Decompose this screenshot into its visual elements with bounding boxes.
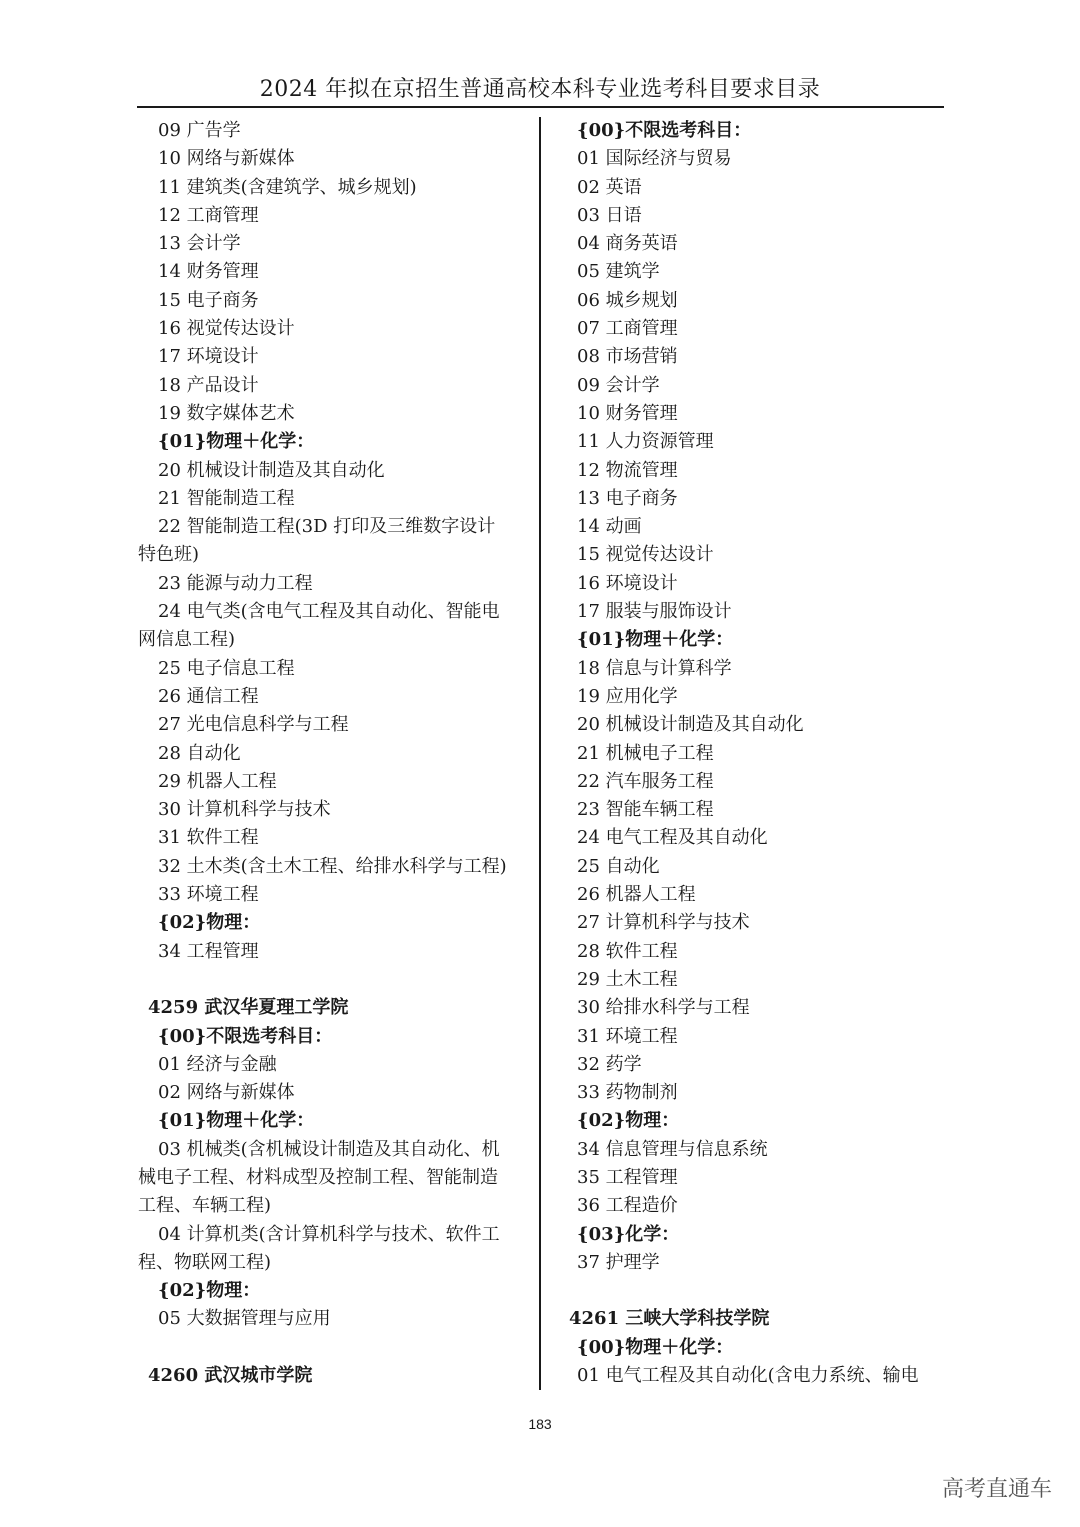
major-entry: 30 给排水科学与工程 xyxy=(577,997,750,1019)
major-entry: 21 智能制造工程 xyxy=(158,487,295,509)
column-divider xyxy=(539,117,541,1390)
major-entry: 33 环境工程 xyxy=(158,884,259,906)
major-entry: 07 工商管理 xyxy=(577,318,678,340)
major-entry: 09 广告学 xyxy=(158,120,241,141)
left-column xyxy=(138,117,522,1390)
college-heading: 4261 三峡大学科技学院 xyxy=(569,1308,770,1330)
subject-requirement-heading: {00}不限选考科目： xyxy=(158,1025,333,1047)
major-entry: 32 土木类(含土木工程、给排水科学与工程) xyxy=(158,855,507,877)
major-entry: 29 机器人工程 xyxy=(158,770,277,792)
title-rule xyxy=(137,106,944,108)
major-entry: 10 网络与新媒体 xyxy=(158,148,295,170)
major-entry: 13 会计学 xyxy=(158,233,241,255)
major-entry: 17 服装与服饰设计 xyxy=(577,601,732,623)
subject-requirement-heading: {02}物理： xyxy=(577,1110,680,1132)
major-entry: 14 动画 xyxy=(577,516,642,538)
major-entry-continuation: 械电子工程、材料成型及控制工程、智能制造 xyxy=(138,1166,498,1188)
major-entry: 31 环境工程 xyxy=(577,1025,678,1047)
college-heading: 4259 武汉华夏理工学院 xyxy=(148,997,349,1019)
major-entry: 12 工商管理 xyxy=(158,204,259,226)
watermark: 高考直通车 xyxy=(941,1476,1052,1501)
major-entry: 03 日语 xyxy=(577,204,642,226)
major-entry: 02 网络与新媒体 xyxy=(158,1082,295,1104)
major-entry: 01 电气工程及其自动化(含电力系统、输电 xyxy=(577,1365,919,1387)
major-entry: 28 软件工程 xyxy=(577,940,678,962)
major-entry: 23 智能车辆工程 xyxy=(577,799,714,821)
major-entry: 11 人力资源管理 xyxy=(577,431,714,453)
major-entry: 27 光电信息科学与工程 xyxy=(158,714,349,736)
major-entry: 13 电子商务 xyxy=(577,487,678,509)
major-entry: 02 英语 xyxy=(577,176,642,198)
major-entry: 33 药物制剂 xyxy=(577,1082,678,1104)
major-entry: 01 国际经济与贸易 xyxy=(577,148,732,170)
subject-requirement-heading: {00}不限选考科目： xyxy=(577,120,752,141)
major-entry: 18 信息与计算科学 xyxy=(577,657,732,679)
page-number: 183 xyxy=(528,1416,552,1432)
major-entry: 32 药学 xyxy=(577,1053,642,1075)
spacer xyxy=(138,966,522,994)
major-entry-continuation: 工程、车辆工程) xyxy=(138,1195,272,1217)
major-entry: 17 环境设计 xyxy=(158,346,259,368)
major-entry: 26 机器人工程 xyxy=(577,884,696,906)
major-entry: 10 财务管理 xyxy=(577,402,678,424)
major-entry: 30 计算机科学与技术 xyxy=(158,799,331,821)
major-entry: 24 电气类(含电气工程及其自动化、智能电 xyxy=(158,601,500,623)
major-entry: 20 机械设计制造及其自动化 xyxy=(158,459,385,481)
major-entry: 34 信息管理与信息系统 xyxy=(577,1138,768,1160)
spacer xyxy=(138,1334,522,1362)
major-entry: 35 工程管理 xyxy=(577,1166,678,1188)
subject-requirement-heading: {03}化学： xyxy=(577,1223,680,1245)
college-heading: 4260 武汉城市学院 xyxy=(148,1365,313,1387)
major-entry: 28 自动化 xyxy=(158,742,241,764)
major-entry: 29 土木工程 xyxy=(577,968,678,990)
major-entry: 16 环境设计 xyxy=(577,572,678,594)
major-entry: 23 能源与动力工程 xyxy=(158,572,313,594)
page-title: 2024 年拟在京招生普通高校本科专业选考科目要求目录 xyxy=(259,77,821,102)
major-entry: 19 应用化学 xyxy=(577,685,678,707)
major-entry: 08 市场营销 xyxy=(577,346,678,368)
major-entry: 04 计算机类(含计算机科学与技术、软件工 xyxy=(158,1223,500,1245)
major-entry: 04 商务英语 xyxy=(577,233,678,255)
major-entry: 21 机械电子工程 xyxy=(577,742,714,764)
major-entry: 01 经济与金融 xyxy=(158,1053,277,1075)
major-entry: 31 软件工程 xyxy=(158,827,259,849)
major-entry: 20 机械设计制造及其自动化 xyxy=(577,714,804,736)
subject-requirement-heading: {01}物理＋化学： xyxy=(158,1110,315,1132)
major-entry-continuation: 程、物联网工程) xyxy=(138,1251,272,1273)
right-column xyxy=(561,117,943,1390)
major-entry: 15 视觉传达设计 xyxy=(577,544,714,566)
major-entry: 24 电气工程及其自动化 xyxy=(577,827,768,849)
major-entry: 25 电子信息工程 xyxy=(158,657,295,679)
major-entry: 34 工程管理 xyxy=(158,940,259,962)
subject-requirement-heading: {01}物理＋化学： xyxy=(577,629,734,651)
major-entry: 15 电子商务 xyxy=(158,289,259,311)
subject-requirement-heading: {02}物理： xyxy=(158,1280,261,1302)
major-entry: 36 工程造价 xyxy=(577,1195,678,1217)
major-entry: 19 数字媒体艺术 xyxy=(158,402,295,424)
major-entry: 22 汽车服务工程 xyxy=(577,770,714,792)
major-entry: 11 建筑类(含建筑学、城乡规划) xyxy=(158,176,417,198)
major-entry: 18 产品设计 xyxy=(158,374,259,396)
major-entry: 26 通信工程 xyxy=(158,685,259,707)
subject-requirement-heading: {02}物理： xyxy=(158,912,261,934)
major-entry: 37 护理学 xyxy=(577,1251,660,1273)
major-entry: 05 大数据管理与应用 xyxy=(158,1308,331,1330)
major-entry: 27 计算机科学与技术 xyxy=(577,912,750,934)
major-entry: 16 视觉传达设计 xyxy=(158,318,295,340)
major-entry: 14 财务管理 xyxy=(158,261,259,283)
subject-requirement-heading: {01}物理＋化学： xyxy=(158,431,315,453)
major-entry: 09 会计学 xyxy=(577,374,660,396)
major-entry: 12 物流管理 xyxy=(577,459,678,481)
major-entry: 03 机械类(含机械设计制造及其自动化、机 xyxy=(158,1138,500,1160)
major-entry: 25 自动化 xyxy=(577,855,660,877)
major-entry-continuation: 特色班) xyxy=(138,544,200,566)
major-entry: 06 城乡规划 xyxy=(577,289,678,311)
spacer xyxy=(561,1277,943,1305)
major-entry: 22 智能制造工程(3D 打印及三维数字设计 xyxy=(158,516,496,538)
major-entry: 05 建筑学 xyxy=(577,261,660,283)
major-entry-continuation: 网信息工程) xyxy=(138,629,236,651)
subject-requirement-heading: {00}物理＋化学： xyxy=(577,1336,734,1358)
